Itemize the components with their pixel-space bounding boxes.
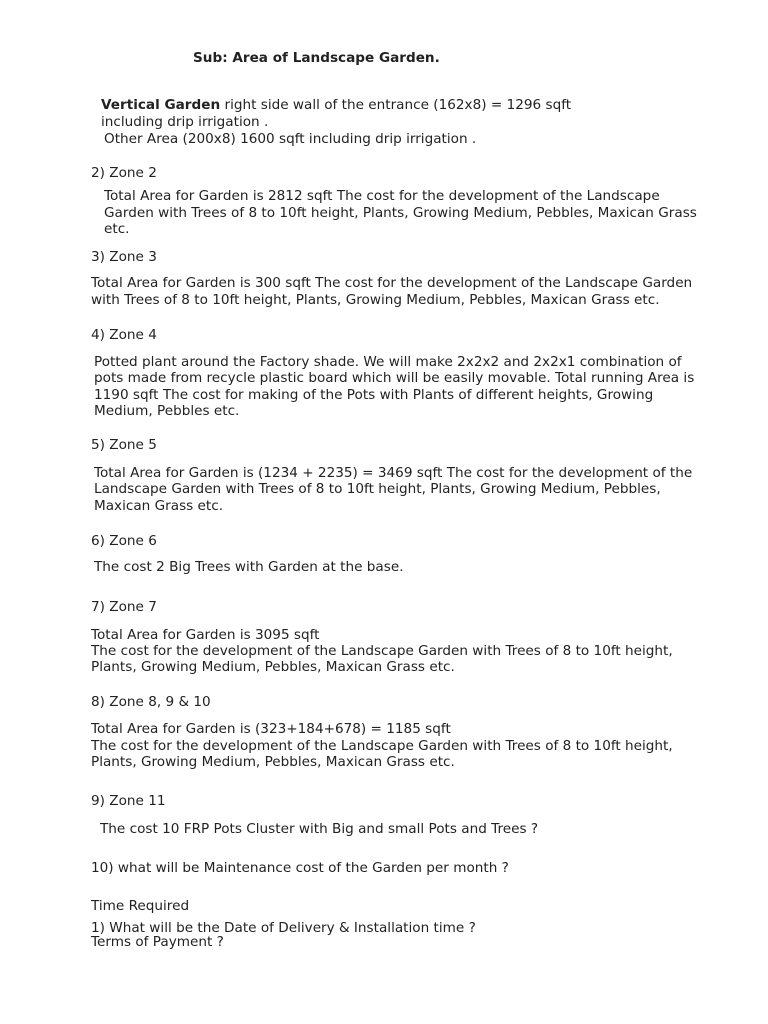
payment-terms: Terms of Payment ? — [91, 934, 224, 950]
zone-7-line-2: The cost for the development of the Landscape Garden with Trees of 8 to 10ft height, — [91, 643, 673, 659]
zone-2-line-2: Garden with Trees of 8 to 10ft height, Plants, Growing Medium, Pebbles, Maxican Grass — [104, 205, 697, 221]
zone-3-heading: 3) Zone 3 — [91, 249, 157, 265]
zone-4-line-3: 1190 sqft The cost for making of the Pots with Plants of different heights, Growing — [94, 387, 654, 403]
subject-heading: Sub: Area of Landscape Garden. — [193, 50, 440, 66]
zone-3-line-2: with Trees of 8 to 10ft height, Plants, Growing Medium, Pebbles, Maxican Grass etc. — [91, 292, 660, 308]
zone-5-line-1: Total Area for Garden is (1234 + 2235) = 3469 sqft The cost for the development of the — [94, 465, 693, 481]
zone-2-line-1: Total Area for Garden is 2812 sqft The cost for the development of the Landscape — [104, 188, 660, 204]
vertical-garden-line-1-text: right side wall of the entrance (162x8) = 1296 sqft — [220, 97, 572, 113]
zone-6-line-1: The cost 2 Big Trees with Garden at the base. — [94, 559, 404, 575]
vertical-garden-line-3: Other Area (200x8) 1600 sqft including drip irrigation . — [104, 131, 477, 147]
vertical-garden-line-2: including drip irrigation . — [101, 114, 269, 130]
zone-7-heading: 7) Zone 7 — [91, 599, 157, 615]
zone-6-heading: 6) Zone 6 — [91, 533, 157, 549]
zone-3-line-1: Total Area for Garden is 300 sqft The cost for the development of the Landscape Garden — [91, 275, 693, 291]
zone-2-heading: 2) Zone 2 — [91, 165, 157, 181]
zone-2-line-3: etc. — [104, 221, 130, 237]
zone-5-line-3: Maxican Grass etc. — [94, 498, 224, 514]
vertical-garden-label: Vertical Garden — [101, 97, 221, 113]
maintenance-question: 10) what will be Maintenance cost of the Garden per month ? — [91, 860, 509, 876]
zone-5-line-2: Landscape Garden with Trees of 8 to 10ft height, Plants, Growing Medium, Pebbles, — [94, 481, 661, 497]
zone-7-line-1: Total Area for Garden is 3095 sqft — [91, 627, 320, 643]
zone-8-line-1: Total Area for Garden is (323+184+678) = 1185 sqft — [91, 721, 451, 737]
zone-11-line-1: The cost 10 FRP Pots Cluster with Big and small Pots and Trees ? — [100, 821, 539, 837]
zone-8-line-3: Plants, Growing Medium, Pebbles, Maxican Grass etc. — [91, 754, 455, 770]
zone-11-heading: 9) Zone 11 — [91, 793, 166, 809]
zone-8-line-2: The cost for the development of the Landscape Garden with Trees of 8 to 10ft height, — [91, 738, 673, 754]
zone-4-line-1: Potted plant around the Factory shade. We will make 2x2x2 and 2x2x1 combination of — [94, 354, 682, 370]
zone-4-line-2: pots made from recycle plastic board which will be easily movable. Total running Area is — [94, 370, 695, 386]
zone-4-heading: 4) Zone 4 — [91, 327, 157, 343]
zone-7-line-3: Plants, Growing Medium, Pebbles, Maxican Grass etc. — [91, 659, 455, 675]
zone-8-heading: 8) Zone 8, 9 & 10 — [91, 694, 211, 710]
zone-5-heading: 5) Zone 5 — [91, 437, 157, 453]
delivery-question: 1) What will be the Date of Delivery & Installation time ? — [91, 920, 476, 936]
vertical-garden-line-1 — [101, 97, 571, 114]
time-required-heading: Time Required — [91, 898, 190, 914]
zone-4-line-4: Medium, Pebbles etc. — [94, 403, 240, 419]
